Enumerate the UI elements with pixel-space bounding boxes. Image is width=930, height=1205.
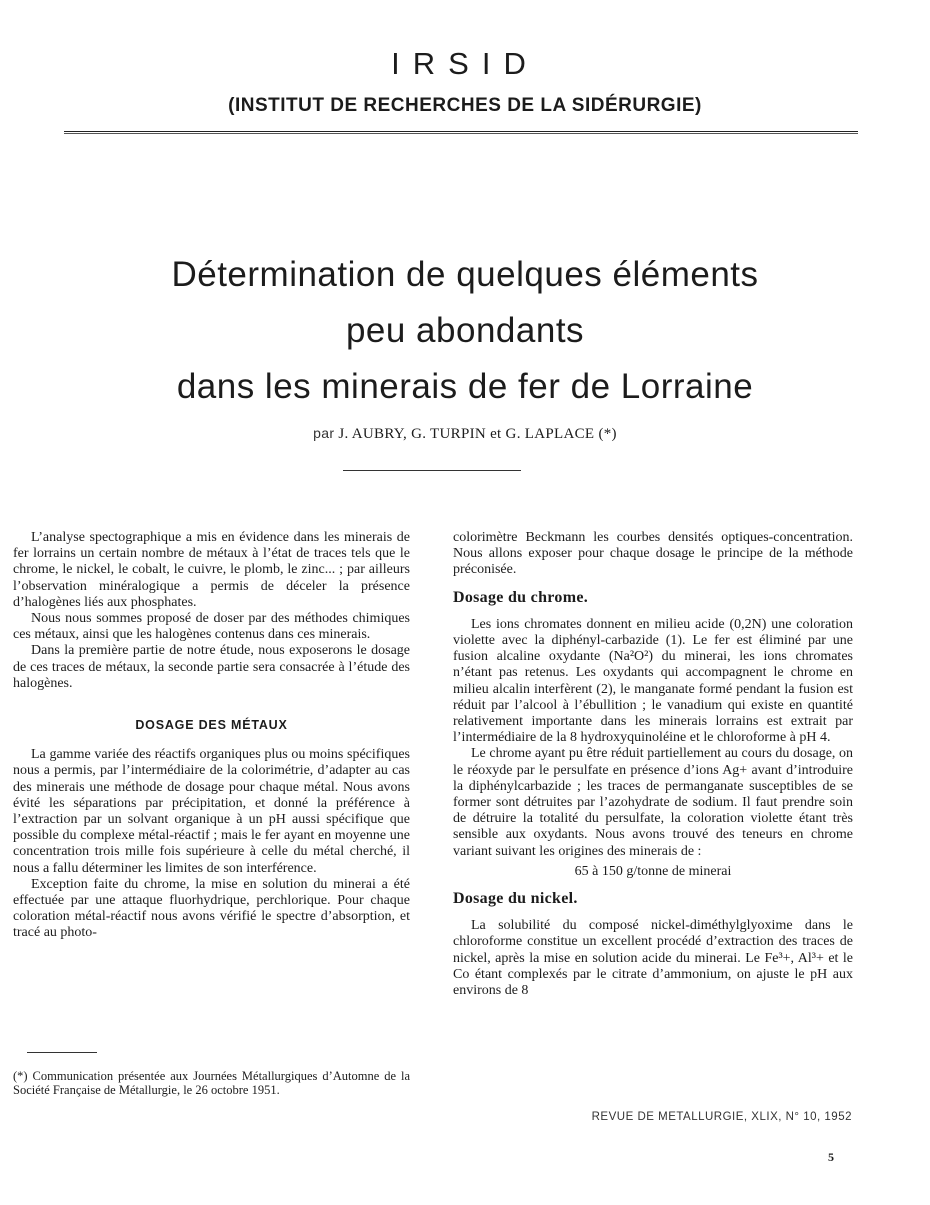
byline-prefix: par [313, 425, 335, 441]
right-column [453, 530, 853, 999]
journal-citation: REVUE DE METALLURGIE, XLIX, N° 10, 1952 [591, 1111, 852, 1123]
institute-full-name: (INSTITUT DE RECHERCHES DE LA SIDÉRURGIE) [228, 95, 702, 116]
metaux-paragraph-2: Exception faite du chrome, la mise en solution du minerai a été effectuée par une attaque fluorhydrique, perchlorique. Pour chaque coloration métal-réactif nous avons vérifié le spectre d’absorption, et tracé au photo- [13, 876, 410, 941]
subsection-heading-chrome: Dosage du chrome. [453, 588, 589, 606]
continuation-paragraph: colorimètre Beckmann les courbes densités optiques-concentration. Nous allons exposer pour chaque dosage le principe de la méthode préconisée. [453, 530, 853, 578]
page-number: 5 [828, 1150, 834, 1164]
chrome-range: 65 à 150 g/tonne de minerai [574, 863, 732, 879]
byline-authors: J. AUBRY, G. TURPIN et G. LAPLACE (*) [338, 426, 617, 442]
subsection-heading-nickel: Dosage du nickel. [453, 890, 578, 908]
institute-acronym: IRSID [391, 46, 539, 81]
intro-paragraph-2: Nous nous sommes proposé de doser par des méthodes chimiques ces métaux, ainsi que les halogènes contenus dans ces minerais. [13, 611, 410, 643]
title-divider [343, 470, 521, 471]
section-heading-metaux: DOSAGE DES MÉTAUX [135, 718, 288, 733]
left-column [13, 530, 410, 942]
footnote-rule [27, 1052, 97, 1053]
intro-paragraph-3: Dans la première partie de notre étude, nous exposerons le dosage de ces traces de métaux, la seconde partie sera consacrée à l’étude des halogènes. [13, 643, 410, 691]
chrome-paragraph-2: Le chrome ayant pu être réduit partiellement au cours du dosage, on le réoxyde par le persulfate en présence d’ions Ag+ avant d’introduire la diphénylcarbazide ; les traces de permanganate susceptibles de se former sont détruites par l’azohydrate de sodium. Il faut prendre soin de détruire la totalité du persulfate, la coloration violette étant très sensible aux oxydants. Nous avons trouvé des teneurs en chrome variant suivant les origines des minerais de : [453, 746, 853, 859]
chrome-paragraph-1: Les ions chromates donnent en milieu acide (0,2N) une coloration violette avec la diphényl-carbazide (1). Le fer est éliminé par une fusion alcaline oxydante (Na²O²) du minerai, les ions chromates n’étant pas retenus. Les oxydants qui accompagnent le chrome en milieu alcalin interfèrent (2), le manganate formé pendant la fusion est réduit par l’alcool à l’ébullition ; le vanadium qui existe en quantité relativement importante dans les minerais lorrains est extrait par l’intermédiaire de la 8 hydroxyquinoléine et le chloroforme à pH 4. [453, 616, 853, 746]
byline [0, 425, 930, 443]
header-rule [64, 131, 858, 134]
nickel-paragraph-1: La solubilité du composé nickel-diméthylglyoxime dans le chloroforme constitue un excellent procédé d’extraction des traces de nickel, après la mise en solution acide du minerai. Le Fe³+, Al³+ et le Co étant complexés par le citrate d’ammonium, on ajuste le pH aux environs de 8 [453, 918, 853, 999]
title-line-3: dans les minerais de fer de Lorraine [176, 367, 754, 406]
article-title [0, 247, 930, 415]
metaux-paragraph-1: La gamme variée des réactifs organiques plus ou moins spécifiques nous a permis, par l’intermédiaire de la colorimétrie, d’adapter au cas des minerais une méthode de dosage pour chaque métal. Nous avons évité les séparations par précipitation, et donné la préférence à l’extraction par un solvant organique à un pH aussi spécifique que possible du complexe métal-réactif ; mais le fer ayant en moyenne une concentration trois mille fois supérieure à celle du métal cherché, il nous a fallu déterminer les limites de son interférence. [13, 747, 410, 876]
title-line-1: Détermination de quelques éléments [171, 255, 759, 294]
intro-paragraph-1: L’analyse spectographique a mis en évidence dans les minerais de fer lorrains un certain nombre de métaux à l’état de traces tels que le chrome, le nickel, le cobalt, le cuivre, le plomb, le zinc... ; par ailleurs l’observation minéralogique a permis de déceler la présence d’halogènes liés aux phosphates. [13, 530, 410, 610]
title-line-2: peu abondants [345, 311, 585, 350]
footnote: (*) Communication présentée aux Journées Métallurgiques d’Automne de la Société Française de Métallurgie, le 26 octobre 1951. [13, 1069, 410, 1097]
